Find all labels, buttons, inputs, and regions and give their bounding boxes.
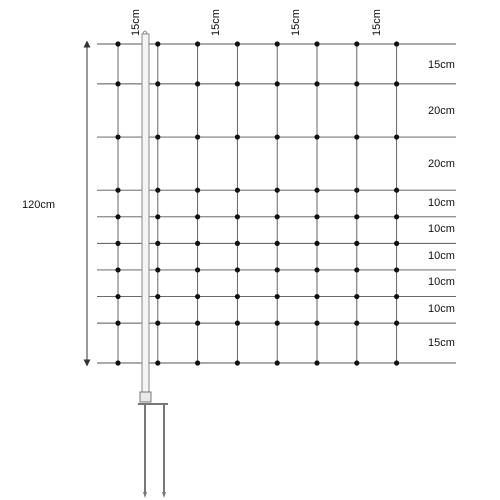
wire-knot — [155, 81, 160, 86]
wire-knot — [394, 41, 399, 46]
wire-knot — [394, 321, 399, 326]
wire-knot — [354, 321, 359, 326]
wire-knot — [235, 321, 240, 326]
wire-knot — [155, 294, 160, 299]
horizontal-wires — [97, 44, 456, 363]
wire-knot — [314, 81, 319, 86]
wire-knot — [394, 134, 399, 139]
wire-knot — [354, 81, 359, 86]
wire-knot — [195, 214, 200, 219]
wire-knot — [235, 214, 240, 219]
wire-knot — [115, 214, 120, 219]
ground-spike-right-tip — [162, 492, 166, 498]
wire-knot — [314, 134, 319, 139]
wire-knot — [314, 41, 319, 46]
wire-knot — [394, 241, 399, 246]
row-spacing-label: 20cm — [428, 158, 455, 170]
height-dimension — [22, 44, 87, 363]
wire-knot — [235, 294, 240, 299]
wire-knot — [275, 360, 280, 365]
wire-knot — [275, 321, 280, 326]
row-spacing-label: 20cm — [428, 105, 455, 117]
wire-knot — [275, 294, 280, 299]
row-spacing-label: 10cm — [428, 276, 455, 288]
wire-knot — [275, 267, 280, 272]
wire-knot — [354, 267, 359, 272]
wire-knot — [235, 81, 240, 86]
wire-knot — [275, 188, 280, 193]
wire-knot — [195, 81, 200, 86]
total-height-label: 120cm — [22, 199, 56, 211]
wire-knot — [394, 188, 399, 193]
wire-knot — [235, 267, 240, 272]
row-spacing-label: 10cm — [428, 303, 455, 315]
wire-knot — [195, 294, 200, 299]
wire-knot — [115, 360, 120, 365]
wire-knot — [314, 241, 319, 246]
wire-knot — [354, 41, 359, 46]
wire-knot — [275, 241, 280, 246]
wire-knot — [354, 188, 359, 193]
row-spacing-labels — [428, 59, 455, 349]
wire-knot — [354, 241, 359, 246]
wire-knot — [275, 134, 280, 139]
wire-knot — [314, 267, 319, 272]
wire-knot — [195, 241, 200, 246]
row-spacing-label: 10cm — [428, 250, 455, 262]
wire-knot — [314, 294, 319, 299]
wire-knot — [314, 360, 319, 365]
wire-knot — [115, 241, 120, 246]
column-spacing-label: 15cm — [130, 9, 142, 36]
wire-knot — [235, 188, 240, 193]
row-spacing-label: 10cm — [428, 223, 455, 235]
wire-knot — [314, 188, 319, 193]
wire-knot — [354, 214, 359, 219]
wire-knot — [195, 267, 200, 272]
wire-knot — [115, 134, 120, 139]
row-spacing-label: 15cm — [428, 59, 455, 71]
row-spacing-label: 10cm — [428, 197, 455, 209]
wire-knot — [155, 214, 160, 219]
wire-knot — [235, 241, 240, 246]
wire-knot — [275, 214, 280, 219]
wire-knot — [275, 81, 280, 86]
wire-knot — [314, 214, 319, 219]
wire-knot — [354, 134, 359, 139]
wire-knot — [394, 294, 399, 299]
wire-knot — [155, 134, 160, 139]
column-spacing-label: 15cm — [210, 9, 222, 36]
wire-knot — [115, 321, 120, 326]
post-shaft — [142, 34, 149, 394]
post-foot-bracket — [140, 392, 151, 402]
wire-knot — [115, 41, 120, 46]
wire-knot — [115, 267, 120, 272]
wire-knot — [195, 41, 200, 46]
wire-knot — [155, 188, 160, 193]
wire-knot — [394, 81, 399, 86]
fence-post — [138, 31, 168, 498]
wire-knot — [115, 188, 120, 193]
wire-knot — [155, 360, 160, 365]
wire-knot — [155, 267, 160, 272]
wire-knot — [394, 360, 399, 365]
wire-knot — [115, 294, 120, 299]
wire-knot — [235, 134, 240, 139]
column-spacing-label: 15cm — [371, 9, 383, 36]
wire-knot — [115, 81, 120, 86]
wire-knot — [275, 41, 280, 46]
wire-knot — [394, 267, 399, 272]
wire-knot — [155, 241, 160, 246]
wire-knot — [235, 41, 240, 46]
vertical-wires — [118, 44, 397, 363]
wire-knot — [155, 321, 160, 326]
wire-knot — [394, 214, 399, 219]
wire-knot — [195, 188, 200, 193]
wire-knot — [155, 41, 160, 46]
wire-knot — [354, 294, 359, 299]
column-spacing-labels — [130, 9, 383, 36]
column-spacing-label: 15cm — [290, 9, 302, 36]
ground-spike-left-tip — [143, 492, 147, 498]
wire-knot — [195, 321, 200, 326]
wire-knot — [195, 360, 200, 365]
wire-knot — [195, 134, 200, 139]
wire-knot — [354, 360, 359, 365]
wire-knot — [314, 321, 319, 326]
row-spacing-label: 15cm — [428, 337, 455, 349]
wire-knot — [235, 360, 240, 365]
